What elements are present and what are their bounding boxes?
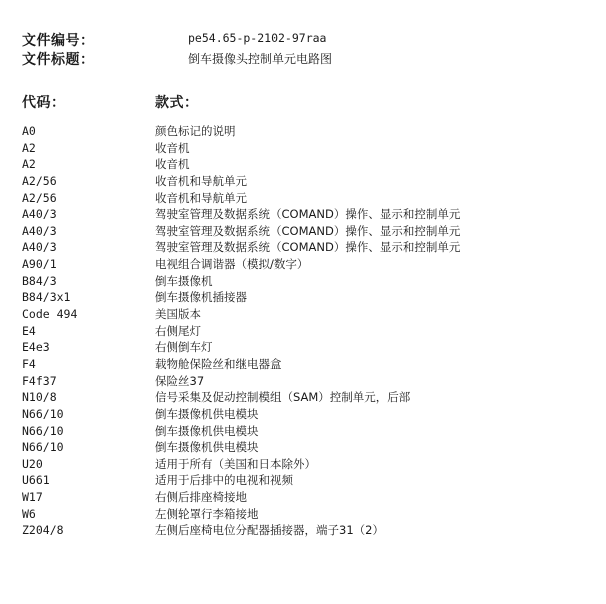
table-row [22, 389, 592, 406]
document-number-label: 文件编号： [22, 33, 95, 49]
table-row [22, 206, 592, 223]
table-row [22, 140, 592, 157]
table-row [22, 273, 592, 290]
component-description: 收音机和导航单元 [155, 190, 247, 205]
style-column-header: 款式： [155, 95, 199, 111]
table-row [22, 522, 592, 539]
component-code: B84/3x1 [22, 290, 71, 305]
component-list [22, 123, 592, 539]
component-code: A40/3 [22, 207, 57, 222]
component-code: A2 [22, 140, 36, 155]
component-code: W17 [22, 490, 43, 505]
component-description: 左侧轮罩行李箱接地 [155, 506, 259, 521]
component-description: 倒车摄像机供电模块 [155, 406, 259, 421]
table-row [22, 306, 592, 323]
component-code: Code 494 [22, 307, 78, 322]
table-row [22, 406, 592, 423]
table-row [22, 239, 592, 256]
document-title-label: 文件标题： [22, 52, 95, 68]
component-code: N66/10 [22, 423, 64, 438]
table-row [22, 123, 592, 140]
table-row [22, 256, 592, 273]
document-number-value: pe54.65-p-2102-97raa [188, 31, 327, 45]
component-description: 美国版本 [155, 307, 201, 322]
code-column-header: 代码： [22, 95, 66, 111]
component-description: 右侧倒车灯 [155, 340, 213, 355]
document-number-row [22, 30, 582, 48]
table-row [22, 456, 592, 473]
table-row [22, 506, 592, 523]
component-description: 收音机 [155, 140, 190, 155]
component-code: A2/56 [22, 190, 57, 205]
component-description: 倒车摄像机 [155, 273, 213, 288]
component-code: A40/3 [22, 223, 57, 238]
component-code: W6 [22, 506, 36, 521]
document-title-row [22, 49, 582, 67]
component-description: 右侧后排座椅接地 [155, 490, 247, 505]
component-description: 信号采集及促动控制模组（SAM）控制单元，后部 [155, 390, 411, 405]
component-code: A2/56 [22, 173, 57, 188]
table-row [22, 289, 592, 306]
table-row [22, 323, 592, 340]
component-description: 电视组合调谐器（模拟/数字） [155, 257, 309, 272]
component-code: U20 [22, 456, 43, 471]
table-row [22, 423, 592, 440]
table-row [22, 472, 592, 489]
component-description: 左侧后座椅电位分配器插接器，端子31（2） [155, 523, 384, 538]
component-description: 驾驶室管理及数据系统（COMAND）操作、显示和控制单元 [155, 240, 461, 255]
component-code: Z204/8 [22, 523, 64, 538]
component-description: 适用于后排中的电视和视频 [155, 473, 293, 488]
component-description: 保险丝37 [155, 373, 205, 388]
document-title-value: 倒车摄像头控制单元电路图 [188, 52, 333, 66]
table-row [22, 339, 592, 356]
component-description: 倒车摄像机供电模块 [155, 440, 259, 455]
component-description: 适用于所有（美国和日本除外） [155, 456, 316, 471]
component-code: A2 [22, 157, 36, 172]
component-description: 收音机和导航单元 [155, 173, 247, 188]
table-row [22, 489, 592, 506]
component-description: 载物舱保险丝和继电器盒 [155, 356, 282, 371]
table-header [22, 92, 582, 110]
component-code: E4 [22, 323, 36, 338]
component-code: F4f37 [22, 373, 57, 388]
component-code: F4 [22, 356, 36, 371]
table-row [22, 173, 592, 190]
component-code: B84/3 [22, 273, 57, 288]
component-description: 倒车摄像机供电模块 [155, 423, 259, 438]
component-code: A0 [22, 124, 36, 138]
component-code: E4e3 [22, 340, 50, 355]
table-row [22, 439, 592, 456]
component-description: 颜色标记的说明 [155, 124, 236, 138]
component-code: N66/10 [22, 406, 64, 421]
table-row [22, 190, 592, 207]
component-code: U661 [22, 473, 50, 488]
component-code: A90/1 [22, 257, 57, 272]
table-row [22, 156, 592, 173]
table-row [22, 356, 592, 373]
component-description: 倒车摄像机插接器 [155, 290, 247, 305]
component-code: N66/10 [22, 440, 64, 455]
table-row [22, 223, 592, 240]
component-code: N10/8 [22, 390, 57, 405]
table-row [22, 373, 592, 390]
component-code: A40/3 [22, 240, 57, 255]
component-description: 收音机 [155, 157, 190, 172]
component-description: 驾驶室管理及数据系统（COMAND）操作、显示和控制单元 [155, 223, 461, 238]
component-description: 驾驶室管理及数据系统（COMAND）操作、显示和控制单元 [155, 207, 461, 222]
component-description: 右侧尾灯 [155, 323, 201, 338]
